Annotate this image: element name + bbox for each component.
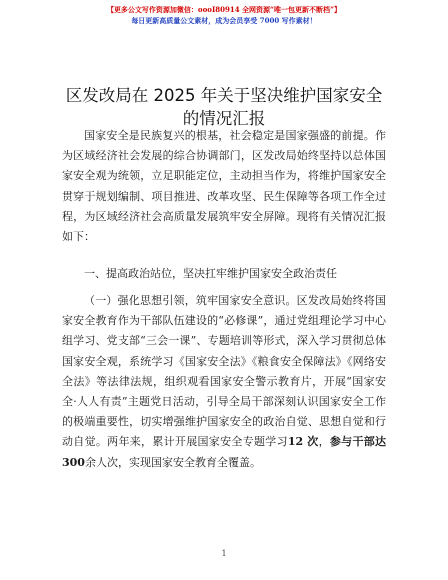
subsection-body: 区发改局始终将国家安全教育作为干部队伍建设的“必修课”，通过党组理论学习中心组学习、党支部“三会一课”、专题培训等形式，深入学习贯彻总体国家安全观，系统学习《国家安全法》《粮食安全保障法》《网络安全法》等法律法规，组织观看国家安全警示教育片，开展“国家安全·人人有责”主题党日活动，引导全局干部深刻认识国家安全工作的极端重要性，切实增强维护国家安全的政治自觉、思想自觉和行动自觉。两年来，累计开展国家安全专题学习 xyxy=(62,294,387,449)
subsection-paragraph-1 xyxy=(62,291,386,473)
stat-study-sessions: 12 次 xyxy=(287,435,319,449)
section-heading-1: 一、提高政治站位，坚决扛牢维护国家安全政治责任 xyxy=(84,267,337,280)
promo-banner xyxy=(0,4,448,26)
subsection-tail: 余人次，实现国家安全教育全覆盖。 xyxy=(84,455,261,469)
promo-line-2: 每日更新高质量公文素材，成为会员享受 7000 写作素材！ xyxy=(131,16,317,25)
subsection-lead: （一）强化思想引领，筑牢国家安全意识。 xyxy=(84,294,297,307)
intro-paragraph: 国家安全是民族复兴的根基，社会稳定是国家强盛的前提。作为区域经济社会发展的综合协调部门，区发改局始终坚持以总体国家安全观为统领，立足职能定位，主动担当作为，将维护国家安全贯穿于规划编制、项目推进、改革攻坚、民生保障等各项工作全过程，为区域经济社会高质量发展筑牢安全屏障。现将有关情况汇报如下： xyxy=(62,129,386,244)
stat-separator: ， xyxy=(318,435,330,449)
document-title: 区发改局在 2025 年关于坚决维护国家安全的情况汇报 xyxy=(65,86,383,128)
page-number: 1 xyxy=(221,549,227,558)
stat-participants: 参与干部达 300 xyxy=(62,435,387,469)
promo-line-1: 【更多公文写作资源加微信：oooI80914 全网资源“唯一包更新不断档”】 xyxy=(106,5,342,14)
